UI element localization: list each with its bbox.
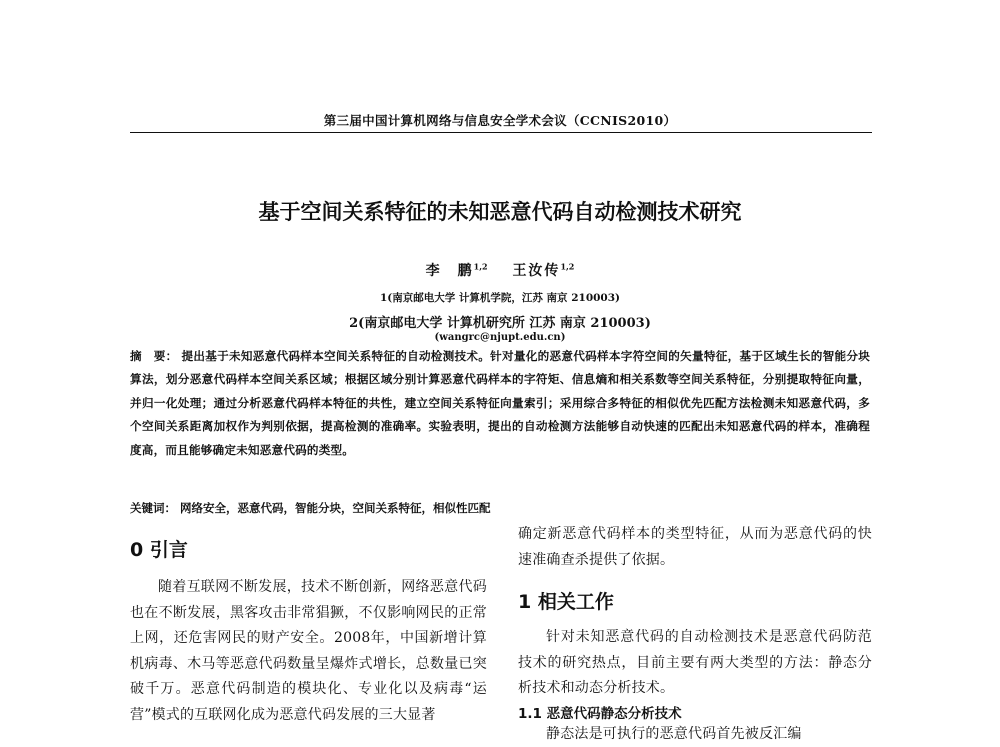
- header-rule: [130, 132, 872, 133]
- author-2-affil-mark: 1,2: [560, 261, 574, 271]
- keywords-label: 关键词：: [130, 501, 176, 515]
- keywords: [130, 500, 870, 516]
- author-2-name: 王汝传: [512, 263, 560, 279]
- subsection-heading-static-analysis: 1.1 恶意代码静态分析技术: [518, 702, 872, 722]
- static-analysis-paragraph: 静态法是可执行的恶意代码首先被反汇编: [518, 722, 872, 747]
- affiliation-2: 2(南京邮电大学 计算机研究所 江苏 南京 210003): [130, 312, 870, 331]
- running-header: 第三届中国计算机网络与信息安全学术会议（CCNIS2010）: [130, 111, 870, 129]
- author-1-name: 李 鹏: [426, 263, 474, 279]
- abstract-label: 摘 要：: [130, 349, 178, 363]
- keywords-text: 网络安全，恶意代码，智能分块，空间关系特征，相似性匹配: [180, 501, 491, 515]
- author-list: [130, 260, 870, 280]
- right-column: [518, 522, 872, 747]
- abstract-text: 提出基于未知恶意代码样本空间关系特征的自动检测技术。针对量化的恶意代码样本字符空间的矢量特征，基于区域生长的智能分块算法，划分恶意代码样本空间关系区域；根据区域分别计算恶意代码样本的字符矩、信息熵和相关系数等空间关系特征，分别提取特征向量，并归一化处理；通过分析恶意代码样本特征的共性，建立空间关系特征向量索引；采用综合多特征的相似优先匹配方法检测未知恶意代码，多个空间关系距离加权作为判别依据，提高检测的准确率。实验表明，提出的自动检测方法能够自动快速的匹配出未知恶意代码的样本，准确程度高，而且能够确定未知恶意代码的类型。: [130, 349, 870, 457]
- section-heading-related-work: 1 相关工作: [518, 587, 872, 625]
- section-heading-intro: 0 引言: [130, 535, 487, 575]
- continued-paragraph: 确定新恶意代码样本的类型特征，从而为恶意代码的快速准确查杀提供了依据。: [518, 522, 872, 573]
- left-column: [130, 535, 487, 728]
- author-2: [512, 263, 574, 279]
- affiliation-1: 1(南京邮电大学 计算机学院，江苏 南京 210003): [130, 290, 870, 305]
- author-1: [426, 263, 488, 279]
- abstract: [130, 345, 870, 462]
- author-1-affil-mark: 1,2: [474, 261, 488, 271]
- intro-paragraph: 随着互联网不断发展，技术不断创新，网络恶意代码也在不断发展，黑客攻击非常猖獗，不仅影响网民的正常上网，还危害网民的财产安全。2008年，中国新增计算机病毒、木马等恶意代码数量呈爆炸式增长，总数量已突破千万。恶意代码制造的模块化、专业化以及病毒“运营”模式的互联网化成为恶意代码发展的三大显著: [130, 575, 487, 728]
- paper-title: 基于空间关系特征的未知恶意代码自动检测技术研究: [130, 196, 870, 226]
- related-work-paragraph: 针对未知恶意代码的自动检测技术是恶意代码防范技术的研究热点，目前主要有两大类型的方法：静态分析技术和动态分析技术。: [518, 625, 872, 702]
- author-email: (wangrc@njupt.edu.cn): [130, 332, 870, 343]
